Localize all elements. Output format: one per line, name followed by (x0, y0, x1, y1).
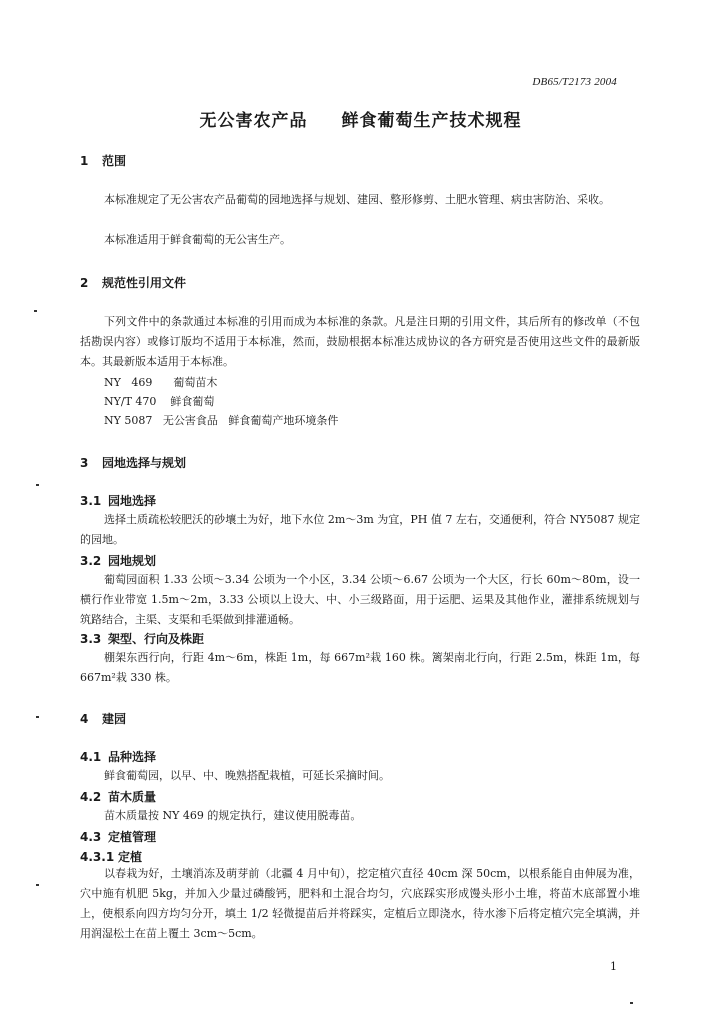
section-3-2-heading: 3.2 园地规划 (80, 554, 157, 568)
section-4-1-heading: 4.1 品种选择 (80, 750, 157, 764)
scan-speck (36, 884, 39, 886)
title-right: 鲜食葡萄生产技术规程 (341, 111, 522, 131)
section-4-2-heading: 4.2 苗木质量 (80, 790, 157, 804)
section-4-2-paragraph: 苗木质量按 NY 469 的规定执行，建议使用脱毒苗。 (104, 809, 362, 822)
section-1-heading: 1 范围 (80, 154, 127, 168)
standard-number: DB65/T2173 2004 (532, 76, 617, 88)
reference-item: NY 5087 无公害食品 鲜食葡萄产地环境条件 (104, 414, 339, 427)
section-3-heading: 3 园地选择与规划 (80, 456, 187, 470)
scan-speck (630, 1002, 633, 1004)
section-4-3-heading: 4.3 定植管理 (80, 830, 157, 844)
reference-item: NY/T 470 鲜食葡萄 (104, 395, 215, 408)
section-4-3-1-heading: 4.3.1 定植 (80, 850, 143, 864)
title-left: 无公害农产品 (199, 111, 308, 131)
section-4-3-1-paragraph: 以春栽为好，土壤消冻及萌芽前（北疆 4 月中旬），挖定植穴直径 40cm 深 50cm，以根系能自由伸展为准，穴中施有机肥 5kg，并加入少量过磷酸钙，肥料和土混合均匀，穴底踩实形成馒头形小土堆，将苗木底部置小堆上，使根系向四方均匀分开，填土 1/2 轻微提苗后并将踩实，定植后立即浇水，待水渗下后将定植穴完全填满，并用润湿松土在苗上覆土 3cm～5cm。 (80, 867, 640, 940)
section-2-heading: 2 规范性引用文件 (80, 276, 187, 290)
page-number: 1 (610, 960, 617, 973)
scan-speck (34, 310, 37, 312)
section-4-heading: 4 建园 (80, 712, 127, 726)
section-1-paragraph-1: 本标准规定了无公害农产品葡萄的园地选择与规划、建园、整形修剪、土肥水管理、病虫害防治、采收。 (104, 193, 610, 206)
section-4-1-paragraph: 鲜食葡萄园，以早、中、晚熟搭配栽植，可延长采摘时间。 (104, 769, 390, 782)
document-title (0, 106, 721, 131)
section-1-paragraph-2: 本标准适用于鲜食葡萄的无公害生产。 (104, 233, 291, 246)
scan-speck (36, 716, 39, 718)
scan-speck (36, 484, 39, 486)
section-3-1-heading: 3.1 园地选择 (80, 494, 157, 508)
section-3-2-paragraph: 葡萄园面积 1.33 公顷～3.34 公顷为一个小区，3.34 公顷～6.67 公顷为一个大区，行长 60m～80m，设一横行作业带宽 1.5m～2m，3.33 公顷以上设大、中、小三级路面，用于运肥、运果及其他作业，灌排系统规划与筑路结合，主渠、支渠和毛渠做到排灌通畅。 (80, 573, 640, 626)
section-3-3-heading: 3.3 架型、行向及株距 (80, 632, 205, 646)
section-3-3-paragraph: 棚架东西行向，行距 4m～6m，株距 1m，每 667m²栽 160 株。篱架南北行向，行距 2.5m，株距 1m，每 667m²栽 330 株。 (80, 651, 640, 684)
section-3-1-paragraph: 选择土质疏松较肥沃的砂壤土为好，地下水位 2m～3m 为宜，PH 值 7 左右，交通便利，符合 NY5087 规定的园地。 (80, 513, 640, 546)
reference-item: NY 469 葡萄苗木 (104, 376, 218, 389)
section-2-paragraph: 下列文件中的条款通过本标准的引用而成为本标准的条款。凡是注日期的引用文件，其后所有的修改单（不包括勘误内容）或修订版均不适用于本标准，然而，鼓励根据本标准达成协议的各方研究是否使用这些文件的最新版本。其最新版本适用于本标准。 (80, 315, 640, 368)
